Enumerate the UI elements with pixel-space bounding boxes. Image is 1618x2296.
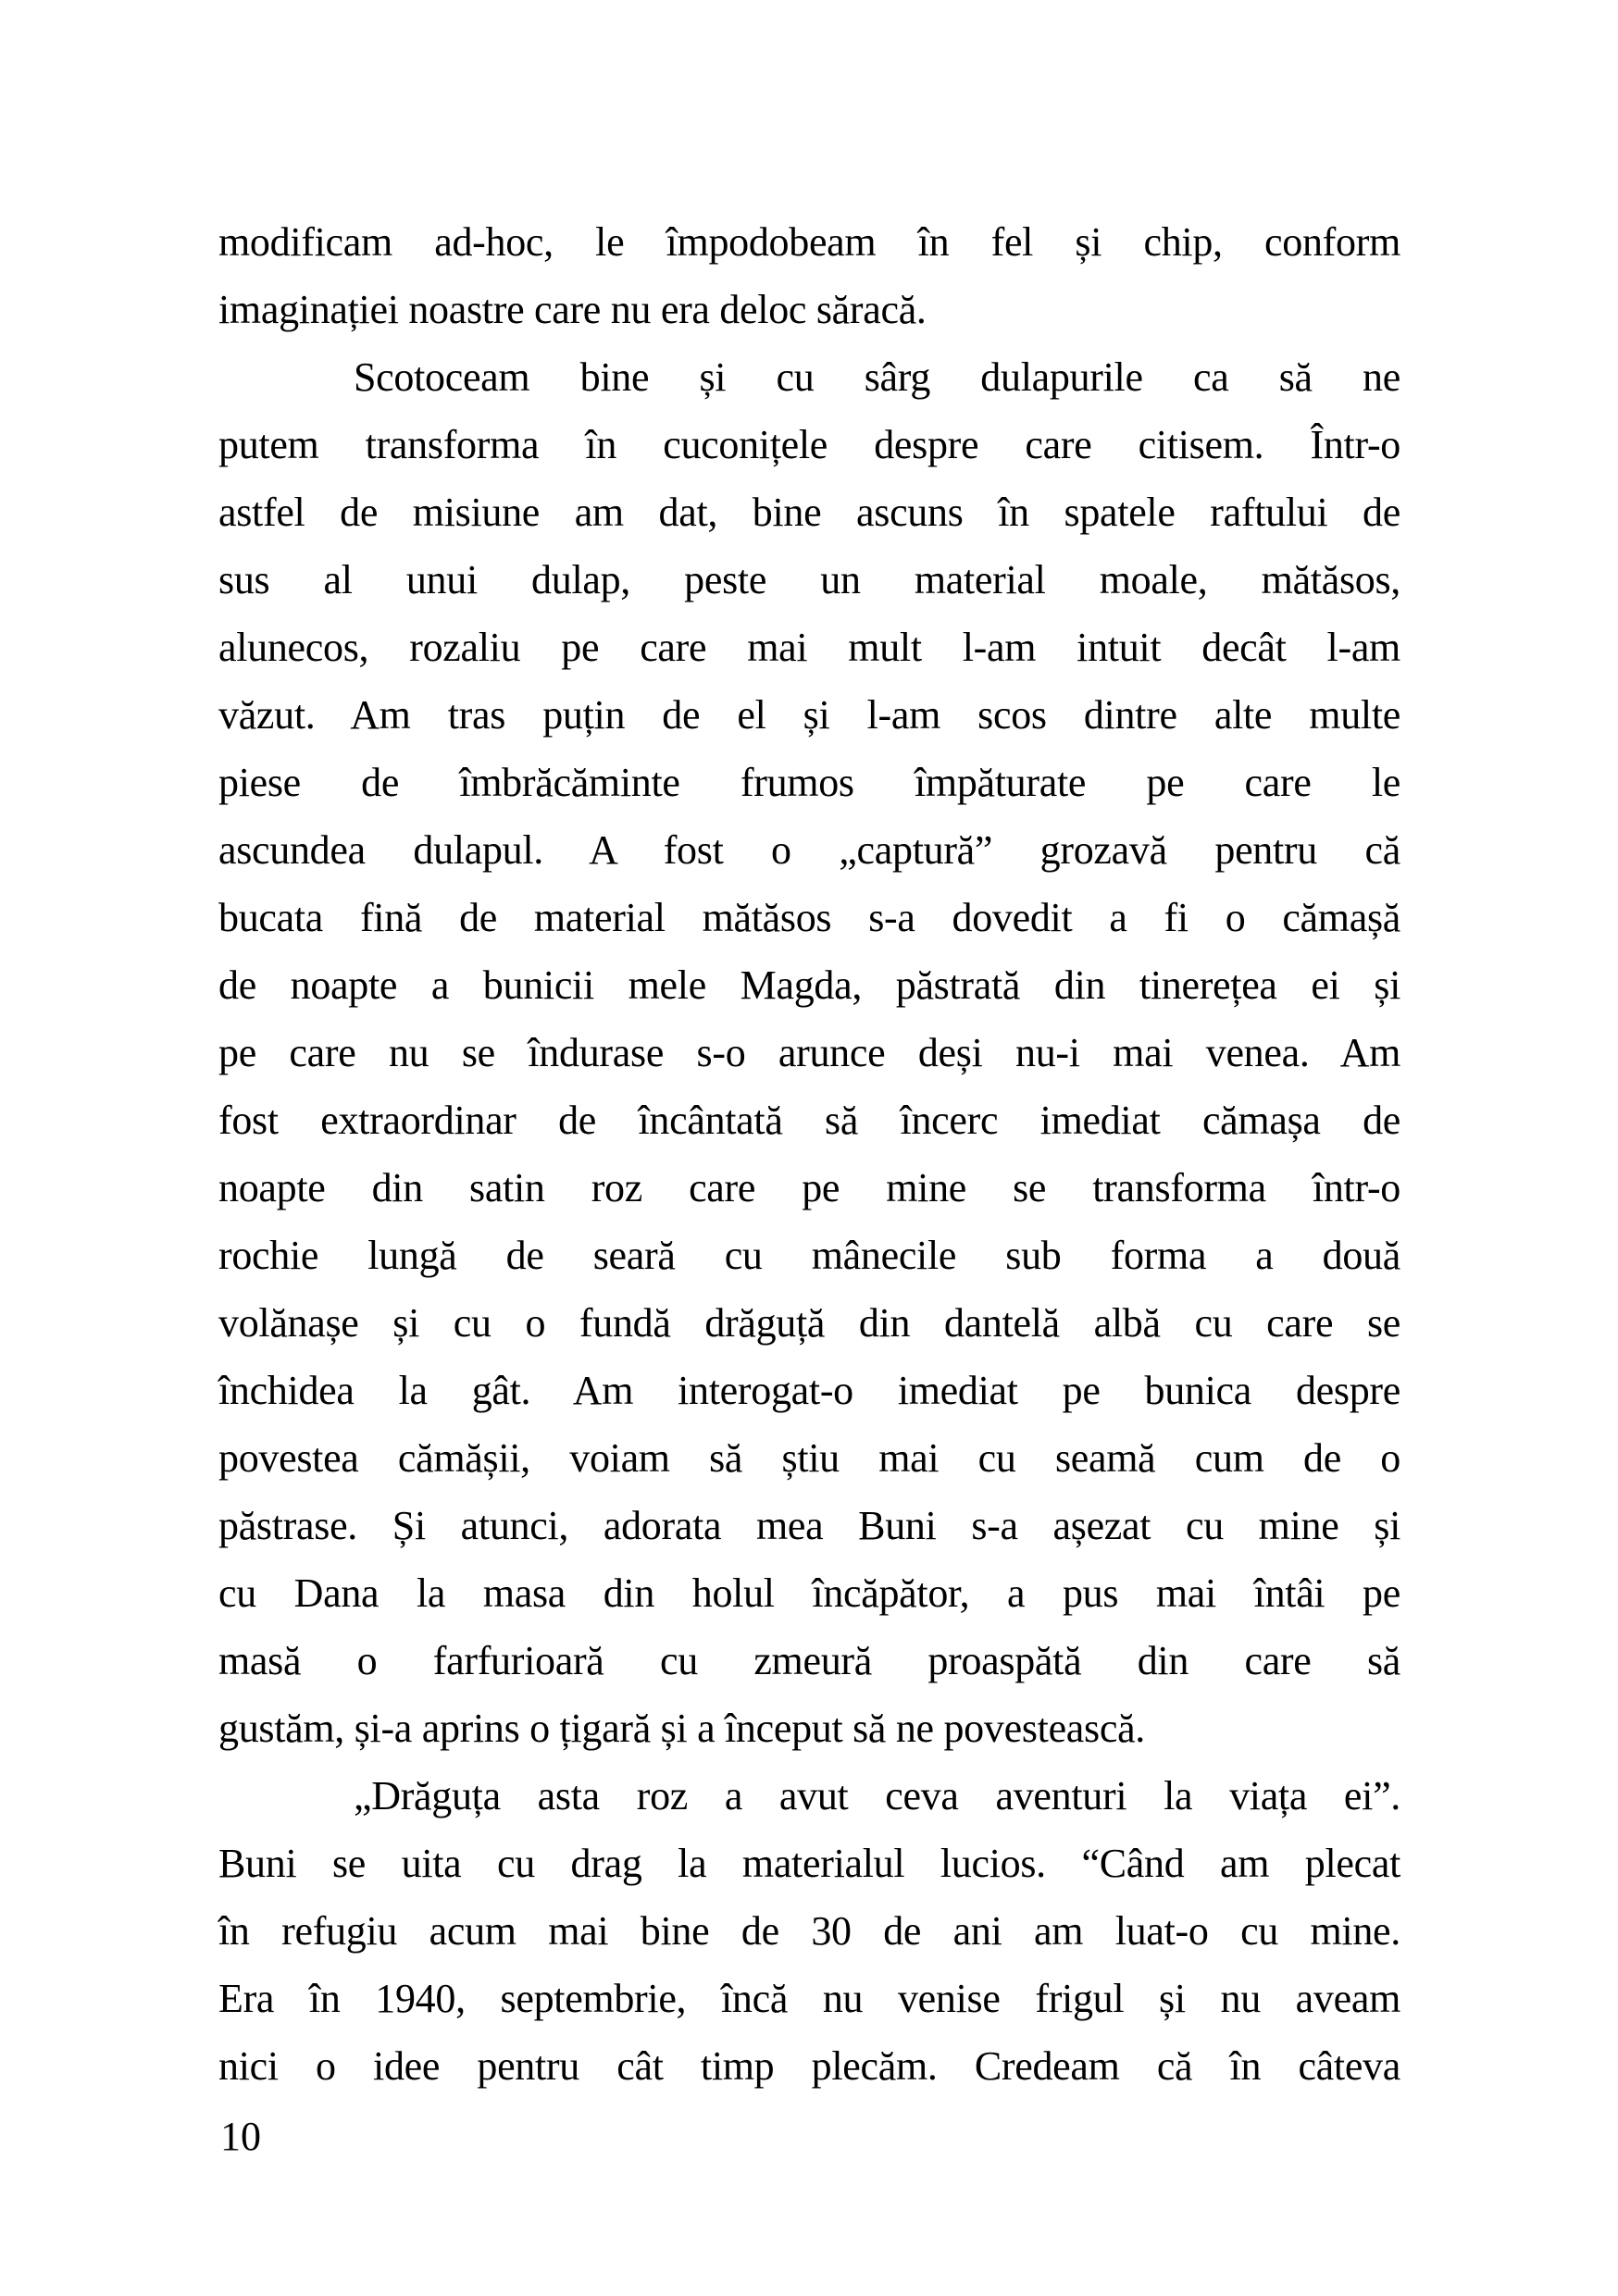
body-text (218, 208, 1400, 2100)
text-line: imaginației noastre care nu era deloc săracă. (218, 287, 927, 332)
text-line: volănașe și cu o fundă drăguță din dantelă albă cu care se (218, 1300, 1400, 1346)
text-line: Scotoceam bine și cu sârg dulapurile ca să ne (354, 354, 1400, 400)
text-line: bucata fină de material mătăsos s-a dovedit a fi o cămașă (218, 895, 1400, 940)
text-line: Era în 1940, septembrie, încă nu venise frigul și nu aveam (218, 1976, 1400, 2021)
text-line: pe care nu se îndurase s-o arunce deși nu-i mai venea. Am (218, 1030, 1400, 1075)
text-line: nici o idee pentru cât timp plecăm. Credeam că în câteva (218, 2043, 1400, 2089)
text-line: putem transforma în cuconițele despre care citisem. Într-o (218, 422, 1400, 467)
text-line: fost extraordinar de încântată să încerc imediat cămașa de (218, 1098, 1400, 1143)
text-line: sus al unui dulap, peste un material moale, mătăsos, (218, 557, 1400, 602)
text-line: piese de îmbrăcăminte frumos împăturate pe care le (218, 760, 1400, 805)
text-line: „Drăguța asta roz a avut ceva aventuri la viața ei”. (354, 1773, 1400, 1818)
text-line: gustăm, și-a aprins o țigară și a început să ne povestească. (218, 1706, 1146, 1751)
text-line: alunecos, rozaliu pe care mai mult l-am intuit decât l-am (218, 625, 1400, 670)
text-line: rochie lungă de seară cu mânecile sub forma a două (218, 1233, 1400, 1278)
text-line: noapte din satin roz care pe mine se transforma într-o (218, 1165, 1400, 1210)
text-line: masă o farfurioară cu zmeură proaspătă din care să (218, 1638, 1400, 1683)
text-line: păstrase. Și atunci, adorata mea Buni s-a așezat cu mine și (218, 1503, 1400, 1548)
text-line: modificam ad-hoc, le împodobeam în fel și chip, conform (218, 219, 1400, 265)
text-line: ascundea dulapul. A fost o „captură” grozavă pentru că (218, 827, 1400, 873)
page-number: 10 (220, 2114, 261, 2159)
text-line: Buni se uita cu drag la materialul lucios. “Când am plecat (218, 1841, 1400, 1886)
text-line: văzut. Am tras puțin de el și l-am scos dintre alte multe (218, 692, 1400, 738)
text-line: de noapte a bunicii mele Magda, păstrată din tinerețea ei și (218, 962, 1400, 1008)
text-line: povestea cămășii, voiam să știu mai cu seamă cum de o (218, 1435, 1400, 1481)
text-line: în refugiu acum mai bine de 30 de ani am luat-o cu mine. (218, 1908, 1400, 1954)
text-line: închidea la gât. Am interogat-o imediat pe bunica despre (218, 1368, 1400, 1413)
text-line: cu Dana la masa din holul încăpător, a pus mai întâi pe (218, 1570, 1400, 1616)
text-line: astfel de misiune am dat, bine ascuns în spatele raftului de (218, 490, 1400, 535)
